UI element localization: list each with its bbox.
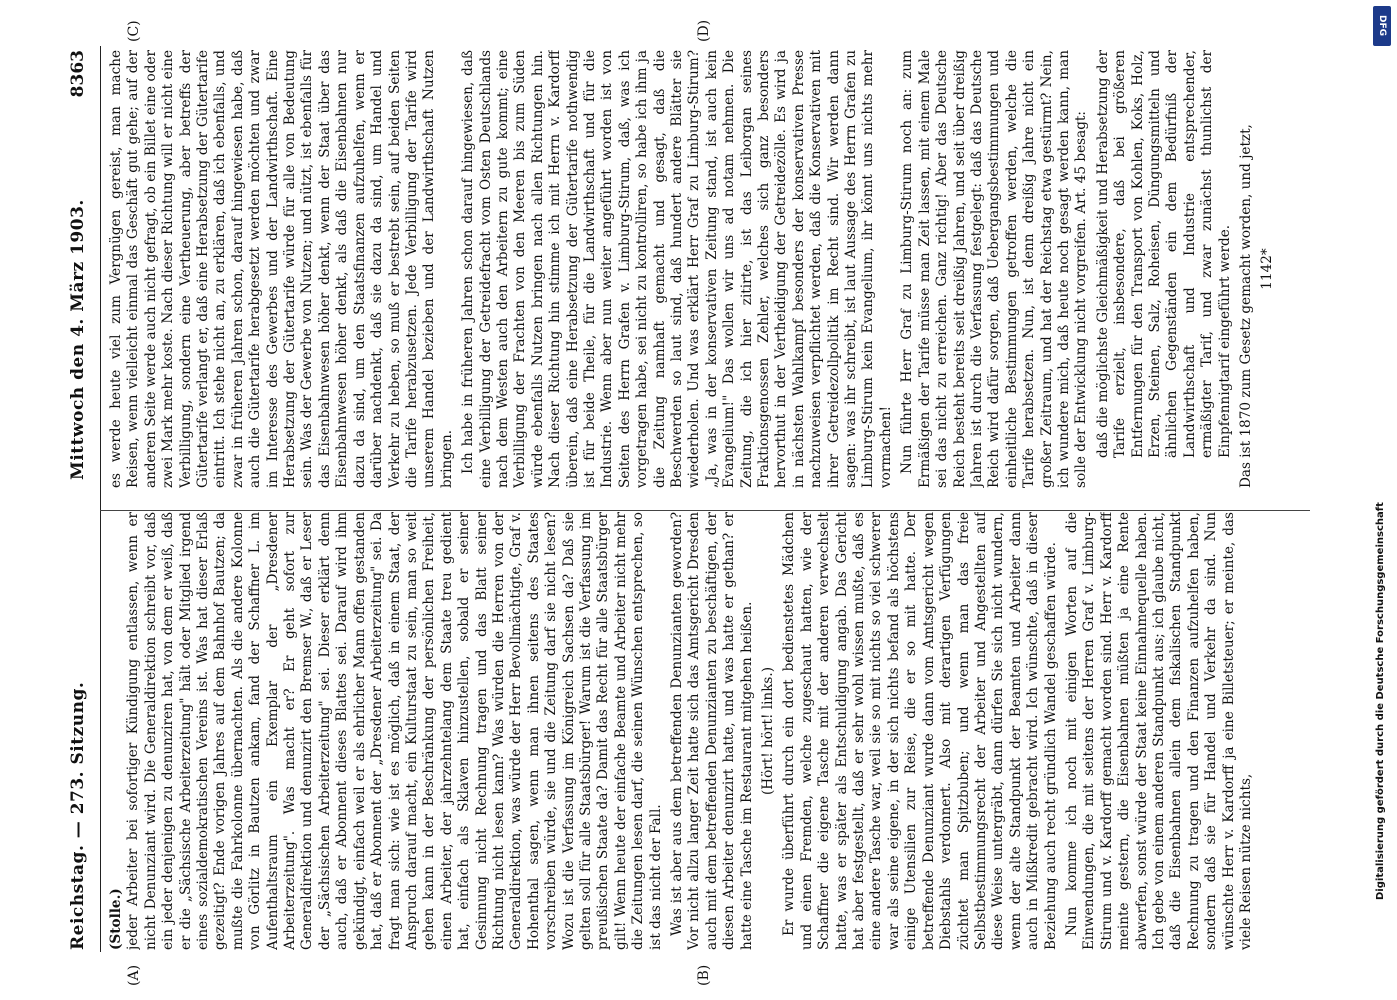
paragraph: Nun komme ich noch mit einigen Worten auf die Einwendungen, die mit seitens der Herren Graf v. Limburg-Stirum und v. Kardorff gemacht worden sind. Herr v. Kardorff meinte gestern, die Eisenbahnen müßten ja eine Rente abwerfen, sonst würde der Staat keine Einnahmequelle haben. Ich gebe von einem anderen Standpunkt aus; ich glaube nicht, daß die Eisenbahnen allein dem fiskalischen Standpunkt Rechnung zu tragen und den Finanzen aufzuhelfen haben, sondern daß sie für Handel und Verkehr da sind. Nun wünschte Herr v. Kardorff ja eine Billetsteuer; er meinte, das viele Reisen nütze nichts, — [1063, 512, 1254, 950]
dfg-logo: DFG — [1373, 6, 1391, 46]
interjection: (Hört! hört! links.) — [760, 666, 777, 796]
paragraph: Was ist aber aus dem betreffenden Denunzianten geworden? Vor nicht allzu langer Zeit hatte sich das Amtsgericht Dresden auch mit dem betreffenden Denunzianten zu beschäftigen, der diesen Arbeiter denunzirt hatte, und was hatte er gethan? er hatte eine Tasche im Restaurant mitgehen heißen. — [669, 512, 755, 950]
paragraph: es werde heute viel zum Vergnügen gereist, man mache Reisen, wenn vielleicht einmal das Geschäft gut gehe; auf der anderen Seite werde auch nicht gefragt, ob ein Billet eine oder zwei Mark mehr koste. Nach dieser Richtung will er nicht eine Verbilligung, sondern eine Vertheuerung, aber betreffs der Gütertarife verlangt er, daß eine Herabsetzung der Gütertarife eintritt. Ich stehe nicht an, zu erklären, daß ich ebenfalls, und zwar in früheren Jahren schon, darauf hingewiesen habe, daß auch die Gütertarife herabgesetzt werden möchten und zwar im Interesse des Gewerbes und der Landwirthschaft. Eine Herabsetzung der Gütertarife würde für alle von Bedeutung sein. Was der Gewerbe von Nutzen; und nützt, ist ebenfalls für das Eisenbahnwesen höher denkt, wenn der Staat über das Eisenbahnwesen höher denkt, als daß die Eisenbahnen nur dazu da sind, um den Staatsfinanzen aufzuhelfen, wenn er darüber nachdenkt, daß sie dazu da sind, um Handel und Verkehr zu heben, so muß er bestrebt sein, auf beiden Seiten die Tarife herabzusetzen. Jede Verbilligung der Tarife wird unserem Handel bezieben und der Landwirthschaft Nutzen bringen. — [108, 50, 455, 488]
margin-mark-c: (C) — [126, 20, 142, 42]
paragraph: Nun führte Herr Graf zu Limburg-Stirum noch an: zum Ermäßigen der Tarife müsse man Zeit lassen, mit einem Male sei das nicht zu erreichen. Ganz richtig! Aber das Deutsche Reich besteht bereits seit dreißig Jahren, und seit über dreißig Jahren ist durch die Verfassung festgelegt: daß das Deutsche Reich wird dafür sorgen, daß Uebergangsbestimmungen und einheitliche Bestimmungen getroffen werden, welche die Tarife herabsetzen. Nun, ist denn dreißig Jahre nicht ein großer Zeitraum, und hat der Reichstag etwa gestürmt? Nein, ich wundere mich, daß heute noch gesagt werden kann, man solle der Entwicklung nicht vorgreifen. Art. 45 besagt: — [899, 50, 1090, 488]
left-column — [108, 512, 1308, 950]
margin-mark-a: (A) — [126, 964, 142, 986]
header-title: Reichstag. — 273. Sitzung. — [68, 681, 88, 950]
credit-sidebar — [1367, 0, 1397, 1000]
margin-mark-d: (D) — [696, 19, 712, 42]
paragraph: jeder Arbeiter bei sofortiger Kündigung entlassen, wenn er nicht Denunziant wird. Die Generaldirektion schreibt vor, daß ein jeder denjenigen zu denunziren hat, von dem er weiß, daß er die „Sächsische Arbeiterzeitung" hält oder Mitglied irgend eines sozialdemokratischen Vereins ist. Was hat dieser Erlaß gezeitigt? Ende vorigen Jahres auf dem Bahnhof Bautzen; da mußte die Fahrkolonne übernachten. Als die andere Kolonne von Görlitz in Bautzen ankam, fand der Schaffner L. im Aufenthaltsraum ein Exemplar der „Dresdener Arbeiterzeitung". Was macht er? Er geht sofort zur Generaldirektion und denunzirt den Bremser W., daß er Leser der „Sächsischen Arbeiterzeitung" sei. Dieser erklärt denn auch, daß er Abonnent dieses Blattes sei. Darauf wird ihm gekündigt, einfach weil er als ehrlicher Mann offen gestanden hat, daß er Abonnent der „Dresdener Arbeiterzeitung" sei. Da fragt man sich: wie ist es möglich, daß in einem Staat, der Anspruch darauf macht, ein Kulturstaat zu sein, man so weit gehen kann in der Beschränkung der persönlichen Freiheit, einen Arbeiter, der jahrzehntelang dem Staate treu gedient hat, einfach als Sklaven hinzustellen, sobald er seiner Gesinnung nicht Rechnung tragen und das Blatt seiner Richtung nicht lesen kann? Was würden die Herren von der Generaldirektion, was würde der Herr Bevollmächtigte, Graf v. Hohenthal sagen, wenn man ihnen seitens des Staates vorschreiben würde, sie und die Zeitung darf sie nicht lesen? Wozu ist die Verfassung im Königreich Sachsen da? Daß sie gelten soll für alle Staatsbürger! Warum ist die Verfassung im preußischen Staate da? Damit das Recht für alle Staatsbürger gilt! Wenn heute der einfache Beamte und Arbeiter nicht mehr die Zeitungen lesen darf, die seinen Wünschen entsprechen, so ist das nicht der Fall. — [125, 512, 664, 950]
page-header — [62, 50, 98, 950]
speaker-label: (Stolle.) — [108, 888, 124, 950]
quoted-article: daß die möglichste Gleichmäßigkeit und Herabsetzung der Tarife erzielt, insbesondere, daß bei größeren Entfernungen für den Transport von Kohlen, Koks, Holz, Erzen, Steinen, Salz, Roheisen, Düngungsmitteln und ähnlichen Gegenständen ein dem Bedürfniß der Landwirthschaft und Industrie entsprechender, ermäßigter Tarif, und zwar zunächst thunlichst der Einpfennigtarif eingeführt werde. — [1094, 50, 1233, 458]
margin-mark-b: (B) — [696, 964, 712, 986]
sheet-number: 1142* — [1259, 248, 1276, 290]
header-rule — [100, 46, 101, 952]
header-date: Mittwoch den 4. März 1903. — [68, 199, 88, 480]
digitization-credit: Digitalisierung gefördert durch die Deutsche Forschungsgemeinschaft — [1375, 502, 1386, 900]
column-separator — [100, 510, 1310, 511]
right-column — [108, 50, 1308, 488]
paragraph: Das ist 1870 zum Gesetz gemacht worden, und jetzt, — [1238, 124, 1254, 488]
paragraph: Er wurde überführt durch ein dort bedienstetes Mädchen und einen Fremden, welche zugeschaut hatten, wie der Schaffner die eigene Tasche mit der anderen verwechselt hatte, was er später als Entschuldigung angab. Das Gericht hat aber festgestellt, daß er sehr wohl wissen mußte, daß es eine andere Tasche war, weil sie so mit nichts so viel schwerer war als seine eigene, in der sich nichts befand als höchstens einige Utensilien zur Reise, die er so mit hatte. Der betreffende Denunziant wurde dann vom Amtsgericht wegen Diebstahls verdonnert. Also mit derartigen Verfügungen züchtet man Spitzbuben; und wenn man das freie Selbstbestimmungsrecht der Arbeiter und Angestellten auf diese Weise untergräbt, dann dürfen Sie sich nicht wundern, wenn der alte Standpunkt der Beamten und Arbeiter dann auch in Mißkredit gebracht wird. Ich wünschte, daß in dieser Beziehung auch recht gründlich Wandel geschaffen würde. — [781, 512, 1059, 950]
page-number: 8363 — [68, 50, 88, 98]
paragraph: Ich habe in früheren Jahren schon darauf hingewiesen, daß eine Verbilligung der Getreidefracht vom Osten Deutschlands nach dem Westen auch den Arbeitern zu gute kommt; eine Verbilligung der Frachten von den Meeren bis zum Süden würde ebenfalls Nutzen bringen nach allen Richtungen hin. Nach dieser Richtung hin stimme ich mit Herrn v. Kardorff überein, daß eine Herabsetzung der Gütertarife nothwendig ist für beide Theile, für die Landwirthschaft und für die Industrie. Wenn aber nun weiter angeführt worden ist von Seiten des Herrn Grafen v. Limburg-Stirum, daß, was ich vorgetragen habe, sei nicht zu kontrolliren, so habe ich ihm ja die Zeitung namhaft gemacht und gesagt, daß die Beschwerden so laut sind, daß hundert andere Blätter sie wiederholen. Und was erklärt Herr Graf zu Limburg-Stirum? „Ja, was in der konservativen Zeitung stand, ist auch kein Evangelium!" Das wollen wir uns ad notam nehmen. Die Zeitung, die ich hier zitirte, ist das Leiborgan seines Fraktionsgenossen Zehler, welches sich ganz besonders hervorthut in der Vertheidigung der Getreidezölle. Es wird ja in nächsten Wahlkampf besonders der konservativen Presse nachzuweisen verpflichtet werden, daß die Konservativen mit ihrer Getreidezollpolitik im Recht sind. Wir werden dann sagen: was ihr schreibt, ist laut Aussage des Herrn Grafen zu Limburg-Stirum kein Evangelium, ihr könnt uns nichts mehr vormachen! — [460, 50, 894, 488]
